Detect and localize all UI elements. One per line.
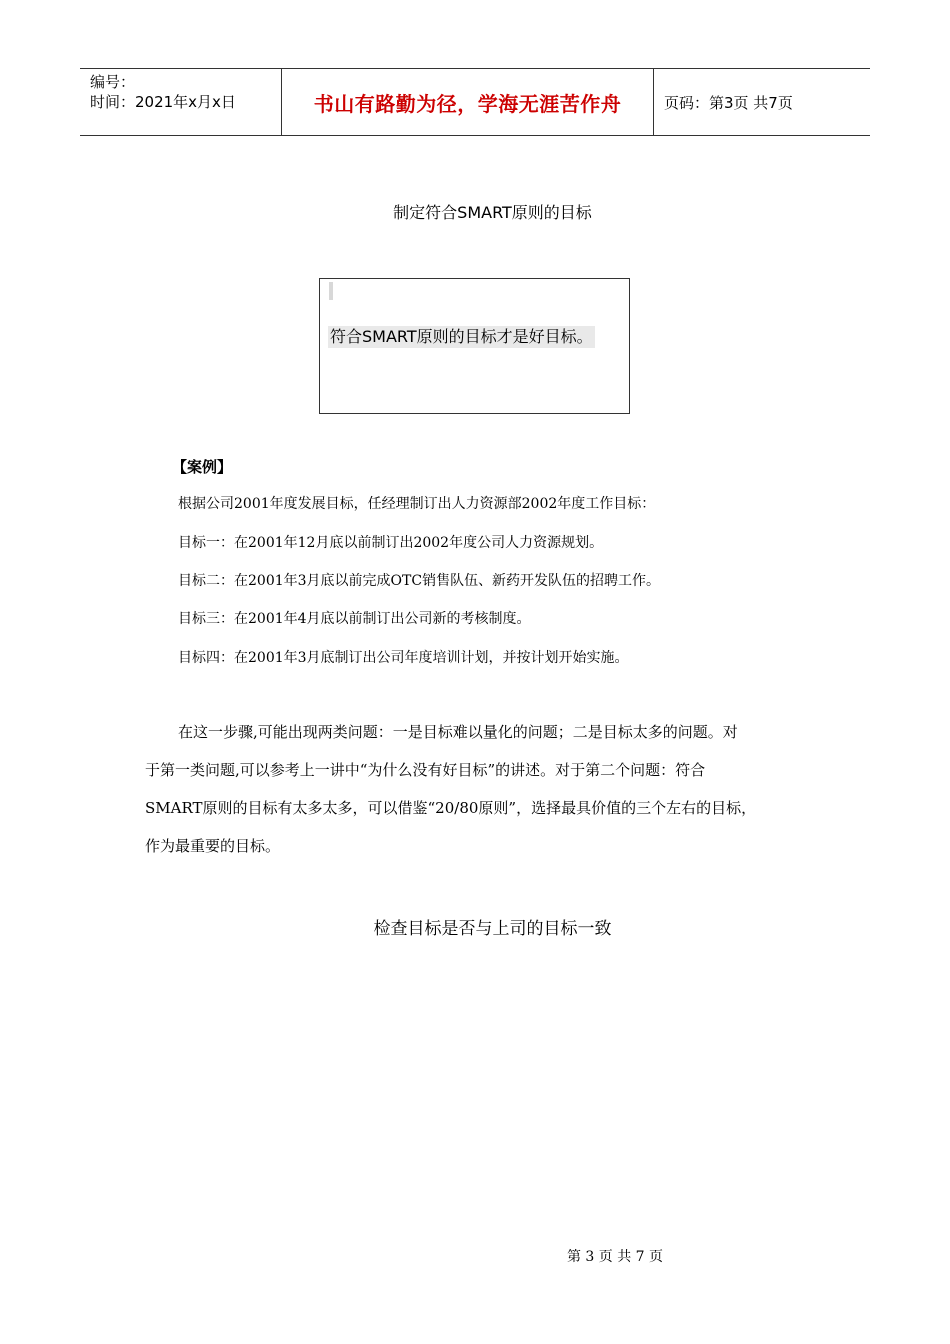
case-line: 根据公司2001年度发展目标，任经理制订出人力资源部2002年度工作目标：: [178, 496, 656, 512]
body-paragraph: [145, 722, 825, 874]
case-line: 目标三：在2001年4月底以前制订出公司新的考核制度。: [178, 611, 531, 627]
header-page-info: 页码：第3页 共7页: [664, 93, 793, 112]
paragraph-line: 在这一步骤,可能出现两类问题：一是目标难以量化的问题；二是目标太多的问题。对: [178, 723, 738, 741]
highlight-box: [319, 278, 630, 414]
page-header: [80, 68, 870, 136]
time-label: 时间：2021年x月x日: [90, 93, 236, 111]
case-heading: 【案例】: [172, 458, 233, 476]
paragraph-line: 作为最重要的目标。: [145, 837, 281, 855]
case-line: 目标四：在2001年3月底制订出公司年度培训计划，并按计划开始实施。: [178, 650, 629, 666]
section-title-check: 检查目标是否与上司的目标一致: [373, 919, 612, 939]
paragraph-line: 于第一类问题,可以参考上一讲中“为什么没有好目标”的讲述。对于第二个问题：符合: [145, 761, 706, 779]
paragraph-line: SMART原则的目标有太多太多，可以借鉴“20/80原则”，选择最具价值的三个左右的目标，: [145, 799, 757, 817]
page-footer: 第 3 页 共 7 页: [566, 1249, 664, 1265]
header-meta: [80, 69, 282, 135]
header-motto: 书山有路勤为径，学海无涯苦作舟: [282, 69, 654, 135]
section-title-smart: 制定符合SMART原则的目标: [393, 203, 592, 222]
case-line: 目标一：在2001年12月底以前制订出2002年度公司人力资源规划。: [178, 535, 604, 551]
case-line: 目标二：在2001年3月底以前完成OTC销售队伍、新药开发队伍的招聘工作。: [178, 573, 661, 589]
number-label: 编号：: [90, 73, 136, 91]
highlight-box-text: 符合SMART原则的目标才是好目标。: [330, 327, 593, 346]
text-cursor: [329, 282, 333, 300]
